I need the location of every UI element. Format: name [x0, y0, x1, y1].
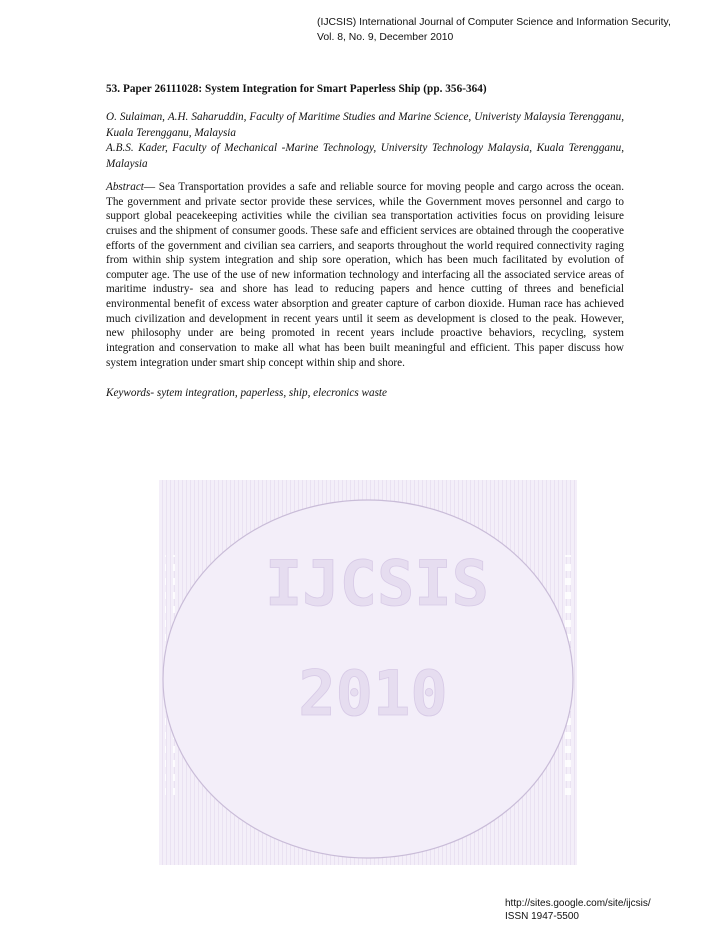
author-affiliation-2: A.B.S. Kader, Faculty of Mechanical -Marine Technology, University Technology Malaysia, Kuala Terengganu, Malaysia [106, 142, 624, 170]
page-footer [505, 897, 651, 923]
abstract-dash: — [143, 181, 159, 193]
watermark-graphic [159, 480, 577, 865]
journal-header [317, 15, 671, 45]
keywords: Keywords- sytem integration, paperless, ship, elecronics waste [106, 387, 387, 399]
abstract-label: Abstract [106, 181, 144, 193]
footer-url: http://sites.google.com/site/ijcsis/ [505, 898, 651, 909]
watermark [159, 480, 577, 870]
abstract [106, 180, 624, 370]
watermark-text-line1: IJCSIS [265, 547, 489, 620]
author-block [106, 110, 624, 172]
abstract-text: Sea Transportation provides a safe and reliable source for moving people and cargo across the ocean. The government and private sector provide these services, while the Government moves personnel and cargo to support global peacekeeping activities while the civilian sea transportation activities focus on providing leisure cruises and the shipment of consumer goods. These safe and efficient services are obtained through the cooperative efforts of the government and civilian sea carriers, and seaports throughout the world required connectivity raging from within ship system integration and ship sore operation, which has been much facilitated by evolution of computer age. The use of the use of new information technology and interfacing all the associated service areas of maritime industry- sea and shore has lead to reducing papers and hence cutting of threes and beneficial environmental benefit of excess water absorption and greater capture of carbon dioxide. Human race has achieved much civilization and development in recent years until it seem as development is closed to the peak. However, new philosophy under are being promoted in recent years include proactive behaviors, recycling, system integration and conservation to make all what has been built meaningful and efficient. This paper discuss how system integration under smart ship concept within ship and shore. [106, 181, 624, 369]
journal-header-line1: (IJCSIS) International Journal of Computer Science and Information Security, [317, 17, 671, 28]
footer-issn: ISSN 1947-5500 [505, 911, 579, 922]
author-affiliation-1: O. Sulaiman, A.H. Saharuddin, Faculty of Maritime Studies and Marine Science, Univeristy Malaysia Terengganu, Kuala Terengganu, Malaysia [106, 111, 624, 139]
watermark-text-line2: 2010 [298, 657, 448, 730]
journal-header-line2: Vol. 8, No. 9, December 2010 [317, 32, 454, 43]
paper-title: 53. Paper 26111028: System Integration for Smart Paperless Ship (pp. 356-364) [106, 83, 487, 95]
